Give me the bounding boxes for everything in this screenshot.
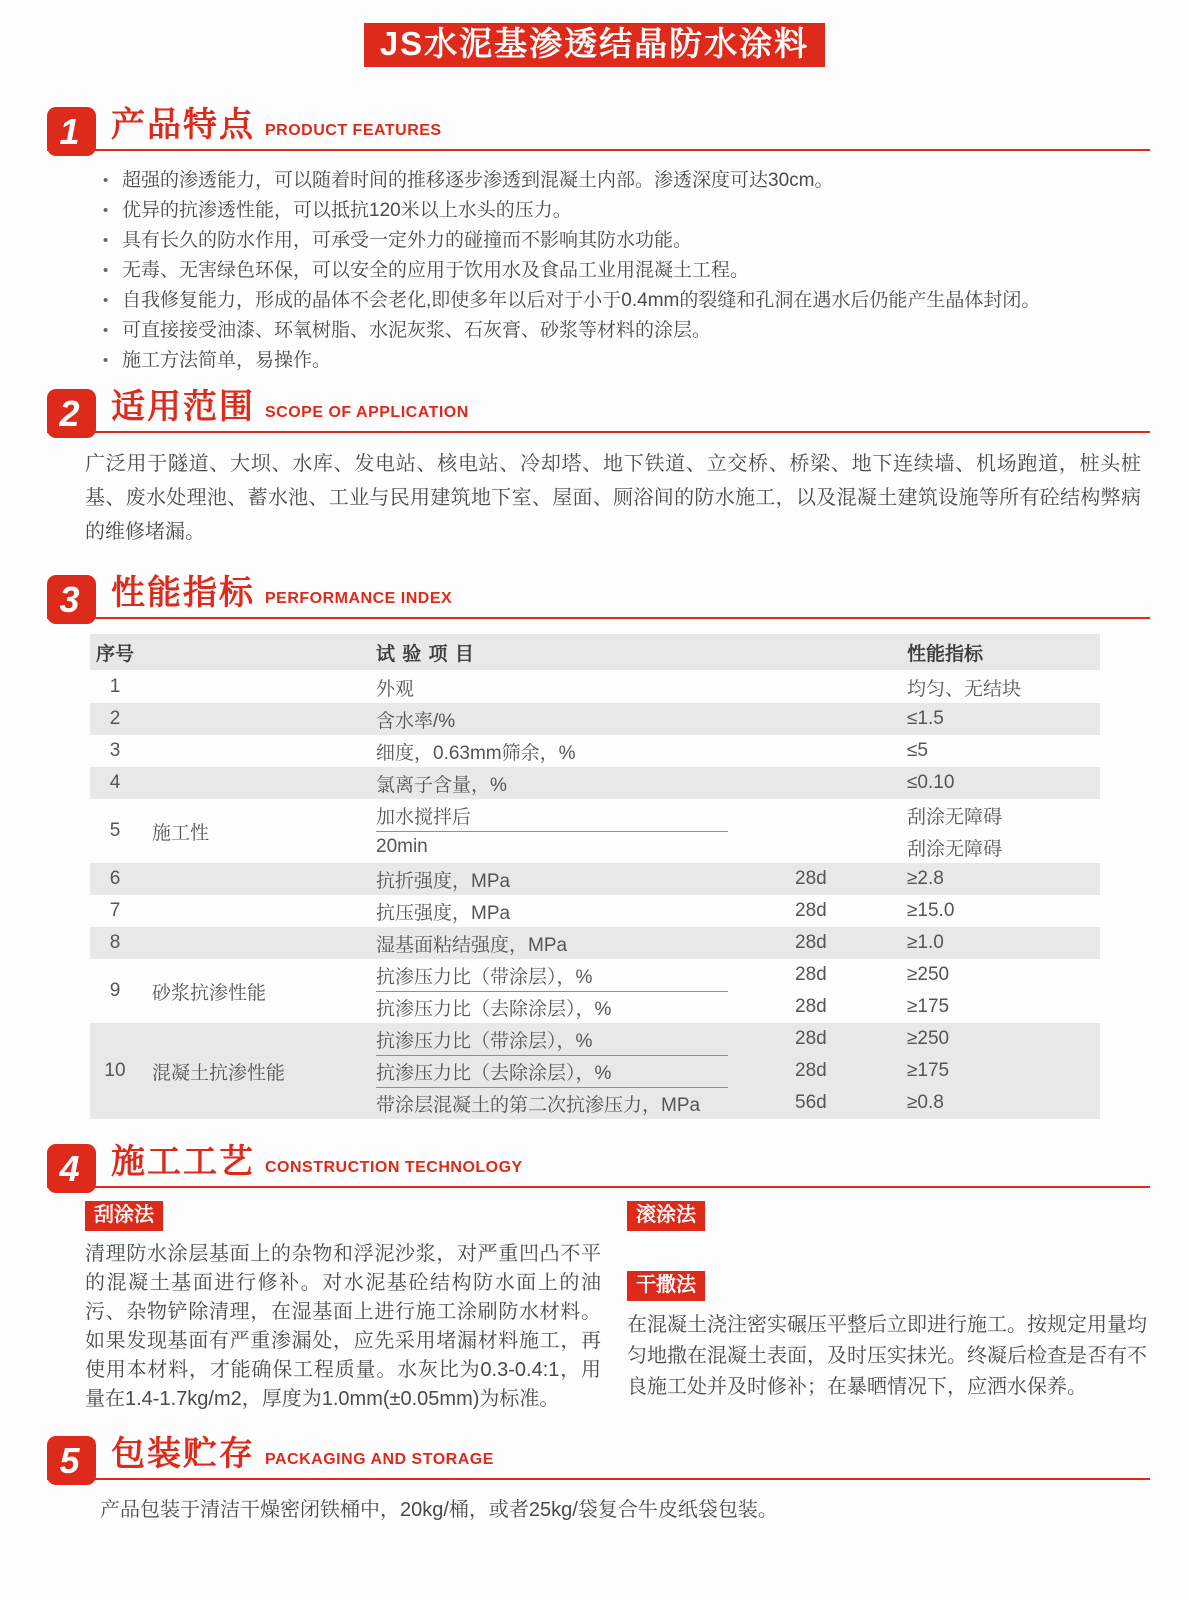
section1-number-badge: 1 [47,107,96,156]
header-test-item: 试 验 项 目 [376,643,475,665]
row-category [140,927,370,959]
row-subitem [370,991,1100,1023]
table-row [90,895,1100,927]
row-items [370,1023,1100,1119]
feature-list [103,166,1150,375]
row-number: 10 [104,1060,126,1081]
test-item-name: 外观 [376,678,415,700]
test-age: 28d [795,996,827,1017]
construction-columns [85,1201,1150,1414]
row-category: 施工性 [152,822,210,844]
test-item-name: 20min [376,836,428,857]
construction-left-column [85,1201,601,1414]
section3-title: 性能指标 [111,574,255,612]
row-number: 6 [109,868,121,889]
test-item-name: 湿基面粘结强度，MPa [376,934,568,956]
table-row [90,1023,1100,1119]
index-value: ≥250 [907,964,950,985]
index-value: ≤0.10 [907,772,955,793]
feature-item [103,316,1150,345]
row-items [370,703,1100,735]
test-item-name: 抗渗压力比（带涂层），% [376,1030,593,1052]
feature-item [103,166,1150,195]
performance-table-header [90,634,1100,670]
section2-subtitle: SCOPE OF APPLICATION [265,404,469,421]
section4-header [47,1144,1150,1188]
test-age: 28d [795,900,827,921]
feature-text: 施工方法简单，易操作。 [122,350,332,371]
bullet-icon: • [103,172,109,189]
row-category: 砂浆抗渗性能 [152,982,267,1004]
row-items [370,735,1100,767]
row-items [370,671,1100,703]
product-title: JS水泥基渗透结晶防水涂料 [364,23,825,67]
section4-title: 施工工艺 [111,1143,255,1181]
index-value: ≥15.0 [907,900,955,921]
test-item-name: 细度，0.63mm筛余，% [376,742,576,764]
test-item-name: 带涂层混凝土的第二次抗渗压力，MPa [376,1094,701,1116]
index-value: ≥175 [907,1060,950,1081]
section3-header [47,575,1150,619]
index-value: ≤1.5 [907,708,944,729]
test-item-name: 抗折强度，MPa [376,870,511,892]
test-item-name: 抗渗压力比（去除涂层），% [376,998,612,1020]
section4-number-badge: 4 [47,1144,96,1193]
feature-text: 优异的抗渗透性能，可以抵抗120米以上水头的压力。 [122,200,572,221]
method-badge-roll: 滚涂法 [627,1201,705,1231]
test-item-name: 含水率/% [376,710,456,732]
row-category [140,735,370,767]
content-column [0,107,1189,1522]
test-age: 28d [795,1028,827,1049]
row-category [140,767,370,799]
method-text-dry: 在混凝土浇注密实碾压平整后立即进行施工。按规定用量均匀地撒在混凝土表面，及时压实抹光。终凝后检查是否有不良施工处并及时修补；在暴晒情况下，应洒水保养。 [627,1314,1147,1398]
header-no: 序号 [95,643,134,665]
row-subitem [370,671,1100,703]
table-row [90,703,1100,735]
table-row [90,927,1100,959]
table-row [90,959,1100,1023]
row-subitem [370,895,1100,927]
row-subitem [370,735,1100,767]
row-category [140,863,370,895]
row-number: 9 [109,980,121,1001]
row-number: 4 [109,772,121,793]
row-number: 7 [109,900,121,921]
section5-subtitle: PACKAGING AND STORAGE [265,1451,494,1468]
index-value: ≥250 [907,1028,950,1049]
row-number: 2 [109,708,121,729]
performance-table [90,634,1100,1119]
method-spacer [627,1231,1147,1271]
index-value: 刮涂无障碍 [907,838,1003,860]
row-number: 5 [109,820,121,841]
section5-title: 包装贮存 [111,1435,255,1473]
section2-title: 适用范围 [111,388,255,426]
header-rest [370,636,1100,668]
index-value: 均匀、无结块 [907,678,1022,700]
section4-subtitle: CONSTRUCTION TECHNOLOGY [265,1159,523,1176]
test-age: 28d [795,964,827,985]
feature-text: 无毒、无害绿色环保，可以安全的应用于饮用水及食品工业用混凝土工程。 [122,260,750,281]
index-value: ≥0.8 [907,1092,944,1113]
test-item-name: 抗渗压力比（去除涂层），% [376,1062,612,1084]
row-number: 8 [109,932,121,953]
section5-header [47,1436,1150,1480]
row-subitem [370,831,1100,863]
row-subitem [370,1055,1100,1087]
row-items [370,799,1100,863]
feature-text: 具有长久的防水作用，可承受一定外力的碰撞而不影响其防水功能。 [122,230,693,251]
row-items [370,863,1100,895]
feature-item [103,346,1150,375]
index-value: ≥1.0 [907,932,944,953]
feature-text: 自我修复能力，形成的晶体不会老化,即使多年以后对于小于0.4mm的裂缝和孔洞在遇水后仍能产生晶体封闭。 [122,290,1041,311]
section2-number-badge: 2 [47,389,96,438]
test-item-name: 加水搅拌后 [376,806,472,828]
method-badge-scrape: 刮涂法 [85,1201,163,1231]
bullet-icon: • [103,262,109,279]
test-item-name: 氯离子含量，% [376,774,507,796]
row-category [140,895,370,927]
row-category [140,671,370,703]
performance-table-body [90,671,1100,1119]
feature-text: 超强的渗透能力，可以随着时间的推移逐步渗透到混凝土内部。渗透深度可达30cm。 [122,170,834,191]
feature-item [103,226,1150,255]
bullet-icon: • [103,292,109,309]
test-age: 28d [795,868,827,889]
feature-item [103,286,1150,315]
row-category: 混凝土抗渗性能 [152,1062,286,1084]
index-value: ≥175 [907,996,950,1017]
row-items [370,959,1100,1023]
packaging-paragraph: 产品包装于清洁干燥密闭铁桶中，20kg/桶，或者25kg/袋复合牛皮纸袋包装。 [100,1499,778,1521]
section2-header [47,389,1150,433]
bullet-icon: • [103,232,109,249]
table-row [90,799,1100,863]
section1-subtitle: PRODUCT FEATURES [265,122,442,139]
row-subitem [370,1023,1100,1055]
row-subitem [370,927,1100,959]
bullet-icon: • [103,322,109,339]
section1-title: 产品特点 [111,106,255,144]
row-subitem [370,1087,1100,1119]
section3-number-badge: 3 [47,575,96,624]
test-age: 28d [795,932,827,953]
row-subitem [370,767,1100,799]
index-value: 刮涂无障碍 [907,806,1003,828]
row-items [370,895,1100,927]
table-row [90,671,1100,703]
index-value: ≤5 [907,740,928,761]
row-subitem [370,959,1100,991]
index-value: ≥2.8 [907,868,944,889]
feature-item [103,256,1150,285]
section3-subtitle: PERFORMANCE INDEX [265,590,453,607]
bullet-icon: • [103,202,109,219]
method-badge-dry: 干撒法 [627,1271,705,1301]
feature-text: 可直接接受油漆、环氧树脂、水泥灰浆、石灰膏、砂浆等材料的涂层。 [122,320,712,341]
test-item-name: 抗压强度，MPa [376,902,511,924]
row-items [370,927,1100,959]
row-number: 3 [109,740,121,761]
feature-item [103,196,1150,225]
construction-right-column [627,1201,1147,1414]
table-row [90,735,1100,767]
title-row [0,0,1189,67]
row-subitem [370,703,1100,735]
method-text-scrape: 清理防水涂层基面上的杂物和浮泥沙浆，对严重凹凸不平的混凝土基面进行修补。对水泥基砼结构防水面上的油污、杂物铲除清理，在湿基面上进行施工涂刷防水材料。如果发现基面有严重渗漏处，应先采用堵漏材料施工，再使用本材料，才能确保工程质量。水灰比为0.3-0.4:1，用量在1.4-1.7kg/m2，厚度为1.0mm(±0.05mm)为标准。 [85,1243,601,1410]
row-subitem [370,863,1100,895]
section1-header [47,107,1150,151]
test-age: 56d [795,1092,827,1113]
row-number: 1 [109,676,121,697]
bullet-icon: • [103,352,109,369]
header-index: 性能指标 [907,643,984,665]
section5-number-badge: 5 [47,1436,96,1485]
scope-paragraph: 广泛用于隧道、大坝、水库、发电站、核电站、冷却塔、地下铁道、立交桥、桥梁、地下连续墙、机场跑道，桩头桩基、废水处理池、蓄水池、工业与民用建筑地下室、屋面、厕浴间的防水施工，以及混凝土建筑设施等所有砼结构弊病的维修堵漏。 [85,453,1141,543]
row-subitem [370,799,1100,831]
test-age: 28d [795,1060,827,1081]
table-row [90,863,1100,895]
row-items [370,767,1100,799]
table-row [90,767,1100,799]
test-item-name: 抗渗压力比（带涂层），% [376,966,593,988]
row-category [140,703,370,735]
